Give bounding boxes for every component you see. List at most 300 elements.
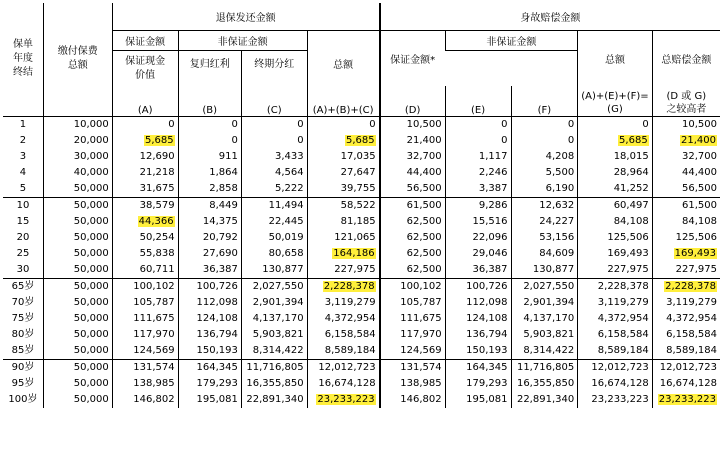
value-cell (511, 311, 578, 327)
value-cell (578, 376, 652, 392)
cell-text: 9,286 (478, 199, 508, 211)
value-cell (43, 149, 112, 165)
value-cell (445, 149, 511, 165)
value-cell (578, 278, 652, 295)
value-cell (380, 359, 445, 376)
cell-text: 50,000 (73, 393, 109, 405)
cell-text: 4,372,954 (324, 312, 376, 324)
value-cell (112, 376, 178, 392)
table-body (3, 116, 720, 408)
cell-text: 2,901,394 (252, 296, 304, 308)
cell-text: 911 (218, 150, 238, 162)
value-cell (43, 133, 112, 149)
value-cell (178, 133, 241, 149)
cell-text: 125,506 (607, 231, 649, 243)
cell-text: 2,228,378 (323, 280, 375, 292)
table-row (3, 197, 720, 214)
cell-text: 0 (231, 118, 238, 130)
header-col-b: (B) (178, 86, 241, 116)
cell-text: 50,254 (139, 231, 175, 243)
value-cell (445, 343, 511, 360)
cell-text: 5,685 (346, 134, 375, 146)
value-cell (578, 230, 652, 246)
table-row (3, 262, 720, 279)
cell-text: 3 (19, 150, 27, 162)
value-cell (652, 327, 720, 343)
cell-text: 179,293 (196, 377, 238, 389)
year-cell (3, 311, 43, 327)
cell-text: 0 (168, 118, 175, 130)
value-cell (241, 376, 307, 392)
cell-text: 131,574 (400, 361, 442, 373)
value-cell (578, 214, 652, 230)
cell-text: 0 (642, 118, 649, 130)
cell-text: 100,102 (133, 280, 175, 292)
value-cell (511, 116, 578, 133)
value-cell (652, 392, 720, 408)
value-cell (43, 327, 112, 343)
year-cell (3, 149, 43, 165)
value-cell (445, 327, 511, 343)
value-cell (307, 214, 380, 230)
cell-text: 20 (16, 231, 30, 243)
cell-text: 12,690 (139, 150, 175, 162)
cell-text: 3,433 (275, 150, 304, 162)
cell-text: 38,579 (139, 199, 175, 211)
year-cell (3, 197, 43, 214)
value-cell (307, 165, 380, 181)
value-cell (178, 392, 241, 408)
value-cell (43, 376, 112, 392)
value-cell (380, 197, 445, 214)
value-cell (652, 133, 720, 149)
value-cell (578, 359, 652, 376)
value-cell (511, 343, 578, 360)
table-row (3, 181, 720, 198)
cell-text: 2 (19, 134, 27, 146)
cell-text: 95岁 (11, 377, 35, 389)
benefit-table (3, 3, 720, 408)
table-row (3, 278, 720, 295)
cell-text: 20,000 (73, 134, 109, 146)
value-cell (178, 295, 241, 311)
cell-text: 195,081 (466, 393, 508, 405)
value-cell (112, 165, 178, 181)
value-cell (178, 327, 241, 343)
value-cell (578, 116, 652, 133)
cell-text: 0 (567, 118, 575, 130)
cell-text: 17,035 (340, 150, 376, 162)
cell-text: 18,015 (613, 150, 649, 162)
cell-text: 62,500 (406, 247, 442, 259)
cell-text: 2,246 (478, 166, 508, 178)
cell-text: 50,000 (73, 247, 109, 259)
value-cell (380, 181, 445, 198)
header-col-f: (F) (511, 86, 578, 116)
cell-text: 36,387 (472, 263, 508, 275)
header-surrender: 退保发还金额 (112, 3, 379, 30)
value-cell (307, 295, 380, 311)
cell-text: 44,366 (138, 215, 174, 227)
value-cell (112, 392, 178, 408)
value-cell (112, 311, 178, 327)
cell-text: 111,675 (133, 312, 175, 324)
value-cell (43, 278, 112, 295)
cell-text: 124,108 (196, 312, 238, 324)
header-guaranteed-death: 保证金额* (380, 30, 445, 86)
cell-text: 111,675 (400, 312, 442, 324)
cell-text: 124,569 (133, 344, 175, 356)
value-cell (578, 311, 652, 327)
cell-text: 16,674,128 (318, 377, 376, 389)
header-total-d: 总额 (578, 30, 652, 86)
value-cell (445, 197, 511, 214)
table-row (3, 295, 720, 311)
cell-text: 2,027,550 (252, 280, 304, 292)
value-cell (652, 165, 720, 181)
value-cell (43, 165, 112, 181)
header-guaranteed-cash: 保证现金 价值 (112, 50, 178, 86)
cell-text: 61,500 (406, 199, 442, 211)
value-cell (43, 262, 112, 279)
value-cell (307, 359, 380, 376)
value-cell (241, 392, 307, 408)
value-cell (241, 359, 307, 376)
cell-text: 8,589,184 (597, 344, 649, 356)
year-cell (3, 230, 43, 246)
value-cell (380, 327, 445, 343)
cell-text: 40,000 (73, 166, 109, 178)
cell-text: 2,027,550 (523, 280, 575, 292)
value-cell (112, 149, 178, 165)
value-cell (578, 246, 652, 262)
cell-text: 227,975 (675, 263, 717, 275)
cell-text: 60,711 (139, 263, 175, 275)
cell-text: 62,500 (406, 263, 442, 275)
value-cell (652, 262, 720, 279)
value-cell (178, 197, 241, 214)
value-cell (112, 181, 178, 198)
value-cell (178, 230, 241, 246)
cell-text: 56,500 (406, 182, 442, 194)
cell-text: 27,690 (202, 247, 238, 259)
year-cell (3, 262, 43, 279)
cell-text: 138,985 (400, 377, 442, 389)
value-cell (380, 149, 445, 165)
value-cell (178, 359, 241, 376)
cell-text: 28,964 (613, 166, 649, 178)
cell-text: 164,345 (196, 361, 238, 373)
cell-text: 80岁 (11, 328, 35, 340)
cell-text: 50,000 (73, 215, 109, 227)
cell-text: 100,726 (466, 280, 508, 292)
header-non-guaranteed: 非保证金额 (178, 30, 307, 50)
cell-text: 85岁 (11, 344, 35, 356)
table-row (3, 343, 720, 360)
value-cell (241, 133, 307, 149)
value-cell (445, 165, 511, 181)
cell-text: 21,400 (681, 134, 716, 146)
cell-text: 15 (16, 215, 30, 227)
cell-text: 24,227 (539, 215, 575, 227)
value-cell (43, 295, 112, 311)
value-cell (178, 246, 241, 262)
value-cell (652, 295, 720, 311)
cell-text: 65岁 (11, 280, 35, 292)
value-cell (511, 149, 578, 165)
cell-text: 41,252 (613, 182, 649, 194)
cell-text: 6,190 (545, 182, 575, 194)
table-row (3, 392, 720, 408)
value-cell (241, 262, 307, 279)
value-cell (112, 262, 178, 279)
value-cell (241, 327, 307, 343)
cell-text: 50,000 (73, 263, 109, 275)
value-cell (380, 376, 445, 392)
value-cell (43, 197, 112, 214)
value-cell (307, 181, 380, 198)
cell-text: 80,658 (268, 247, 304, 259)
value-cell (307, 116, 380, 133)
cell-text: 164,345 (466, 361, 508, 373)
cell-text: 5,685 (619, 134, 648, 146)
cell-text: 5,222 (275, 182, 304, 194)
cell-text: 39,755 (340, 182, 376, 194)
value-cell (578, 392, 652, 408)
cell-text: 3,119,279 (666, 296, 717, 308)
cell-text: 62,500 (406, 231, 442, 243)
value-cell (652, 214, 720, 230)
value-cell (652, 311, 720, 327)
value-cell (307, 343, 380, 360)
cell-text: 146,802 (133, 393, 175, 405)
year-cell (3, 116, 43, 133)
cell-text: 3,387 (478, 182, 508, 194)
cell-text: 84,108 (682, 215, 717, 227)
cell-text: 112,098 (466, 296, 508, 308)
value-cell (578, 181, 652, 198)
value-cell (43, 392, 112, 408)
value-cell (652, 230, 720, 246)
cell-text: 100,102 (400, 280, 442, 292)
cell-text: 0 (567, 134, 575, 146)
value-cell (380, 246, 445, 262)
cell-text: 32,700 (406, 150, 442, 162)
value-cell (178, 376, 241, 392)
year-cell (3, 376, 43, 392)
cell-text: 27,647 (340, 166, 376, 178)
cell-text: 124,108 (466, 312, 508, 324)
value-cell (652, 359, 720, 376)
value-cell (380, 343, 445, 360)
cell-text: 16,674,128 (591, 377, 649, 389)
cell-text: 1 (19, 118, 27, 130)
value-cell (307, 376, 380, 392)
cell-text: 4 (19, 166, 27, 178)
value-cell (178, 165, 241, 181)
table-row (3, 133, 720, 149)
cell-text: 0 (501, 118, 508, 130)
value-cell (307, 149, 380, 165)
cell-text: 22,891,340 (516, 393, 575, 405)
value-cell (241, 295, 307, 311)
cell-text: 75岁 (11, 312, 35, 324)
value-cell (578, 327, 652, 343)
value-cell (511, 278, 578, 295)
value-cell (307, 392, 380, 408)
cell-text: 179,293 (466, 377, 508, 389)
cell-text: 30,000 (73, 150, 109, 162)
cell-text: 22,891,340 (246, 393, 304, 405)
cell-text: 131,574 (133, 361, 175, 373)
cell-text: 130,877 (262, 263, 304, 275)
cell-text: 15,516 (472, 215, 508, 227)
value-cell (380, 392, 445, 408)
cell-text: 8,314,422 (523, 344, 575, 356)
value-cell (652, 376, 720, 392)
header-reversionary: 复归红利 (178, 50, 241, 86)
cell-text: 16,355,850 (516, 377, 575, 389)
cell-text: 125,506 (675, 231, 717, 243)
year-cell (3, 295, 43, 311)
header-col-abc: (A)+(B)+(C) (307, 86, 380, 116)
cell-text: 4,208 (545, 150, 575, 162)
cell-text: 90岁 (11, 361, 35, 373)
cell-text: 195,081 (196, 393, 238, 405)
value-cell (511, 327, 578, 343)
cell-text: 169,493 (674, 247, 716, 259)
value-cell (445, 376, 511, 392)
cell-text: 2,858 (209, 182, 238, 194)
value-cell (112, 230, 178, 246)
header-death: 身故赔偿金额 (380, 3, 720, 30)
table-row (3, 214, 720, 230)
value-cell (380, 116, 445, 133)
value-cell (380, 230, 445, 246)
cell-text: 6,158,584 (666, 328, 717, 340)
value-cell (307, 311, 380, 327)
header-col-a: (A) (112, 86, 178, 116)
cell-text: 36,387 (202, 263, 238, 275)
value-cell (112, 116, 178, 133)
cell-text: 5,903,821 (252, 328, 304, 340)
value-cell (578, 165, 652, 181)
value-cell (578, 262, 652, 279)
value-cell (241, 214, 307, 230)
cell-text: 84,609 (539, 247, 575, 259)
header-premium: 缴付保费 总额 (43, 3, 112, 116)
value-cell (178, 116, 241, 133)
value-cell (112, 246, 178, 262)
value-cell (380, 295, 445, 311)
cell-text: 164,186 (333, 247, 375, 259)
header-terminal: 终期分红 (241, 50, 307, 86)
cell-text: 4,137,170 (252, 312, 304, 324)
cell-text: 8,314,422 (252, 344, 304, 356)
cell-text: 10,500 (682, 118, 717, 130)
cell-text: 61,500 (682, 199, 717, 211)
value-cell (241, 230, 307, 246)
value-cell (652, 278, 720, 295)
table-row (3, 116, 720, 133)
table-row (3, 149, 720, 165)
cell-text: 10,500 (406, 118, 442, 130)
cell-text: 4,372,954 (597, 312, 649, 324)
cell-text: 21,400 (406, 134, 442, 146)
cell-text: 105,787 (133, 296, 175, 308)
cell-text: 12,012,723 (591, 361, 649, 373)
cell-text: 100岁 (8, 393, 38, 405)
value-cell (652, 246, 720, 262)
cell-text: 50,019 (268, 231, 304, 243)
header-guaranteed: 保证金额 (112, 30, 178, 50)
cell-text: 146,802 (400, 393, 442, 405)
value-cell (307, 262, 380, 279)
year-cell (3, 359, 43, 376)
value-cell (578, 343, 652, 360)
value-cell (652, 116, 720, 133)
value-cell (652, 149, 720, 165)
year-cell (3, 246, 43, 262)
cell-text: 56,500 (682, 182, 717, 194)
value-cell (112, 197, 178, 214)
value-cell (380, 262, 445, 279)
value-cell (445, 214, 511, 230)
table-row (3, 376, 720, 392)
value-cell (511, 246, 578, 262)
cell-text: 227,975 (334, 263, 376, 275)
value-cell (511, 295, 578, 311)
value-cell (578, 295, 652, 311)
value-cell (43, 214, 112, 230)
header-total-death: 总赔偿金额 (652, 30, 720, 86)
cell-text: 8,589,184 (666, 344, 717, 356)
value-cell (112, 327, 178, 343)
value-cell (511, 262, 578, 279)
cell-text: 6,158,584 (324, 328, 376, 340)
cell-text: 117,970 (400, 328, 442, 340)
cell-text: 50,000 (73, 182, 109, 194)
cell-text: 169,493 (607, 247, 649, 259)
value-cell (43, 246, 112, 262)
value-cell (445, 246, 511, 262)
cell-text: 58,522 (340, 199, 376, 211)
header-col-dg: (D 或 G) 之较高者 (652, 86, 720, 116)
value-cell (178, 149, 241, 165)
value-cell (112, 278, 178, 295)
cell-text: 50,000 (73, 312, 109, 324)
header-col-g: (A)+(E)+(F)= (G) (578, 86, 652, 116)
cell-text: 50,000 (73, 328, 109, 340)
cell-text: 0 (297, 118, 304, 130)
value-cell (380, 165, 445, 181)
cell-text: 44,400 (406, 166, 442, 178)
cell-text: 22,445 (268, 215, 304, 227)
cell-text: 50,000 (73, 344, 109, 356)
cell-text: 1,864 (209, 166, 238, 178)
cell-text: 117,970 (133, 328, 175, 340)
value-cell (112, 359, 178, 376)
cell-text: 150,193 (196, 344, 238, 356)
cell-text: 50,000 (73, 377, 109, 389)
value-cell (112, 343, 178, 360)
value-cell (445, 181, 511, 198)
cell-text: 130,877 (532, 263, 575, 275)
cell-text: 6,158,584 (597, 328, 649, 340)
cell-text: 3,119,279 (324, 296, 376, 308)
cell-text: 0 (297, 134, 304, 146)
cell-text: 5 (19, 182, 27, 194)
